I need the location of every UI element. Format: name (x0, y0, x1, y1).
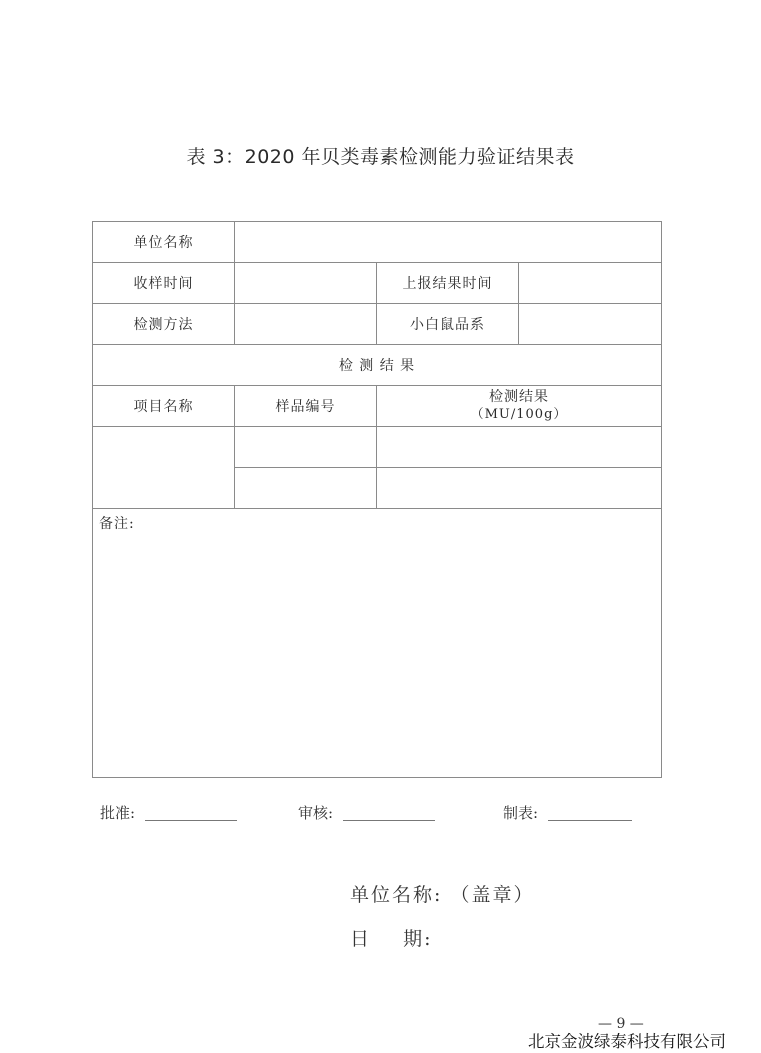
approve-label: 批准: (100, 804, 136, 822)
result-cell[interactable] (377, 427, 662, 468)
item-name-header: 项目名称 (93, 386, 235, 427)
review-line[interactable] (343, 820, 435, 821)
unit-name-row (93, 222, 662, 263)
mouse-strain-field[interactable] (519, 304, 662, 345)
sample-no-cell[interactable] (235, 468, 377, 509)
review-label: 审核: (298, 804, 334, 822)
mouse-strain-label: 小白鼠品系 (377, 304, 519, 345)
results-section-heading: 检 测 结 果 (93, 345, 662, 386)
method-row (93, 304, 662, 345)
review-signature (298, 802, 435, 823)
report-time-label: 上报结果时间 (377, 263, 519, 304)
page-number: — 9 — (598, 1016, 644, 1032)
approve-signature (100, 802, 237, 823)
sample-no-header: 样品编号 (235, 386, 377, 427)
seal-unit-label: 单位名称: （盖章） (350, 884, 535, 906)
report-time-field[interactable] (519, 263, 662, 304)
sample-no-cell[interactable] (235, 427, 377, 468)
result-cell[interactable] (377, 468, 662, 509)
results-section-row (93, 345, 662, 386)
time-row (93, 263, 662, 304)
item-name-cell[interactable] (93, 427, 235, 509)
results-header-row (93, 386, 662, 427)
method-field[interactable] (235, 304, 377, 345)
remarks-row (93, 509, 662, 778)
seal-date-label: 日 期: (350, 928, 433, 950)
method-label: 检测方法 (93, 304, 235, 345)
results-form-table (92, 221, 662, 778)
company-watermark: 北京金波绿泰科技有限公司 (528, 1032, 726, 1051)
unit-name-label: 单位名称 (93, 222, 235, 263)
result-unit-label: （MU/100g） (470, 407, 568, 422)
table-row (93, 427, 662, 468)
prepared-line[interactable] (548, 820, 632, 821)
sampling-time-label: 收样时间 (93, 263, 235, 304)
unit-name-field[interactable] (235, 222, 662, 263)
prepared-signature (503, 802, 632, 823)
remarks-field[interactable] (93, 509, 662, 778)
result-header (377, 386, 662, 427)
approve-line[interactable] (145, 820, 237, 821)
prepared-label: 制表: (503, 804, 539, 822)
document-title: 表 3：2020 年贝类毒素检测能力验证结果表 (186, 146, 575, 168)
result-header-label: 检测结果 (489, 389, 549, 405)
remarks-label: 备注: (99, 516, 135, 532)
sampling-time-field[interactable] (235, 263, 377, 304)
